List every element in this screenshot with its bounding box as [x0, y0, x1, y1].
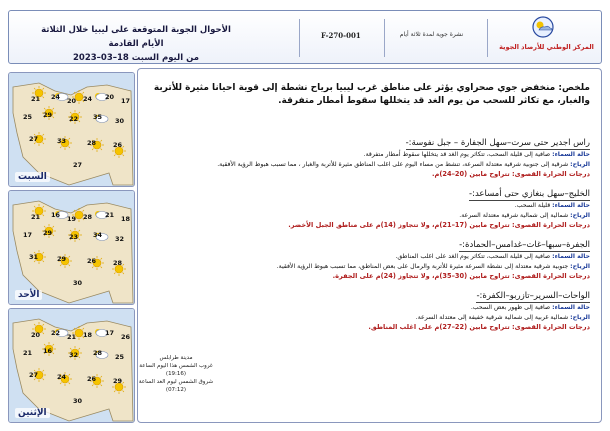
- wind-line: [150, 313, 590, 323]
- map-temperature: 21: [105, 211, 115, 219]
- wind-text: شمالية غربية إلى شمالية شرقية خفيفة إلى معتدلة السرعة.: [415, 313, 569, 321]
- wind-text: جنوبية شرقية معتدلة إلى نشطة السرعة مثيرة للأتربة والرمال على بعض المناطق، مما تسبب هبوط الرؤية الأفقية.: [276, 262, 569, 270]
- sky-label: حالة السماء:: [552, 304, 590, 311]
- map-temperature: 16: [43, 347, 53, 355]
- map-temperature: 19: [67, 215, 77, 223]
- sky-text: صافية إلى قليلة السحب، تتكاثر يوم الغد على اغلب المناطق.: [395, 253, 551, 260]
- wind-label: الرياح:: [570, 313, 590, 321]
- map-temperature: 25: [23, 113, 33, 121]
- wind-line: [150, 160, 590, 170]
- map-temperature: 21: [23, 349, 33, 357]
- map-temperature: 32: [69, 351, 79, 359]
- header-divider: [299, 19, 300, 57]
- map-temperature: 28: [93, 349, 103, 357]
- map-temperature: 21: [31, 213, 41, 221]
- sky-line: [150, 303, 590, 313]
- temp-line: [150, 271, 590, 281]
- map-temperature: 21: [31, 95, 41, 103]
- map-temperature: 26: [87, 375, 97, 383]
- libya-map-icon: [9, 191, 135, 305]
- temp-label: درجات الحرارة القصوى:: [512, 221, 590, 229]
- sunrise-time: شروق الشمس ليوم الغد الساعة (07:12): [138, 379, 214, 393]
- map-temperature: 26: [113, 141, 123, 149]
- wind-text: شرقية إلى جنوبية شرقية معتدلة السرعة، تنشط من مساء اليوم على اغلب المناطق مثيرة للأتربة والغبار ، مما تسبب هبوط الرؤية الأفقية.: [217, 160, 569, 168]
- sky-text: صافية إلى قليلة السحب، تتكاثر يوم الغد قد يتخللها سقوط أمطار متفرقة.: [363, 151, 551, 158]
- bulletin-title: [31, 23, 241, 65]
- temp-label: درجات الحرارة القصوى:: [512, 323, 590, 331]
- map-temperature: 27: [29, 135, 39, 143]
- map-temperature: 24: [83, 95, 93, 103]
- map-temperature: 16: [51, 211, 61, 219]
- temp-label: درجات الحرارة القصوى:: [512, 272, 590, 280]
- title-line-1: الأحوال الجوية المتوقعة على ليبيا خلال الثلاثة الأيام القادمة: [41, 25, 231, 49]
- map-day-label: السبت: [15, 172, 50, 182]
- forecast-map: [8, 190, 135, 305]
- temp-text: تتراوح مابين (22–27)م على اغلب المناطق.: [368, 323, 510, 331]
- map-temperature: 17: [121, 97, 131, 105]
- temp-text: تتراوح مابين (17–21)م، ولا تتجاوز (14)م على مناطق الجبل الأخضر.: [288, 221, 510, 229]
- map-temperature: 24: [51, 93, 61, 101]
- sky-label: حالة السماء:: [552, 202, 590, 209]
- map-temperature: 29: [57, 255, 67, 263]
- temp-text: تتراوح مابين (20–24)م.: [432, 170, 510, 178]
- temp-line: [150, 220, 590, 230]
- region-block: [150, 232, 590, 281]
- wind-text: شمالية إلى شمالية شرقية معتدلة السرعة.: [459, 211, 569, 219]
- map-temperature: 18: [83, 331, 93, 339]
- temp-label: درجات الحرارة القصوى:: [512, 170, 590, 178]
- map-temperature: 35: [93, 113, 103, 121]
- map-temperature: 26: [87, 257, 97, 265]
- wind-label: الرياح:: [570, 262, 590, 270]
- region-name: الجفرة–سبها–غات–غدامس–الحمادة:-: [459, 240, 590, 250]
- map-day-label: الإثنين: [15, 408, 50, 418]
- map-temperature: 27: [73, 161, 83, 169]
- meteorology-logo-icon: [531, 15, 555, 39]
- map-temperature: 30: [73, 397, 83, 405]
- sky-line: [150, 201, 590, 211]
- map-temperature: 21: [67, 333, 77, 341]
- header-divider: [487, 19, 488, 57]
- sky-line: [150, 252, 590, 262]
- map-temperature: 28: [113, 259, 123, 267]
- sky-line: [150, 150, 590, 160]
- map-temperature: 20: [67, 97, 77, 105]
- region-name: الواحات–السرير–تازربو–الكفرة:-: [476, 291, 590, 301]
- map-temperature: 20: [31, 331, 41, 339]
- sky-label: حالة السماء:: [552, 253, 590, 260]
- map-temperature: 28: [83, 213, 93, 221]
- map-temperature: 17: [105, 329, 115, 337]
- map-temperature: 29: [113, 377, 123, 385]
- map-temperature: 29: [43, 111, 53, 119]
- sky-text: قليلة السحب.: [514, 202, 551, 209]
- map-temperature: 25: [115, 353, 125, 361]
- title-line-2: من اليوم السبت 18–03–2023: [72, 53, 199, 63]
- libya-map-icon: [9, 73, 135, 187]
- region-block: [150, 283, 590, 332]
- forecast-summary: ملخص: منخفض جوي صحراوي يؤثر على مناطق غرب ليبيا برياح نشطة إلى قوية احيانا مثيرة للأتربة والغبار، مع تكاثر للسحب من يوم الغد قد يتخللها سقوط أمطار متفرقة.: [153, 83, 590, 106]
- map-temperature: 17: [23, 231, 33, 239]
- map-temperature: 18: [121, 215, 131, 223]
- sun-city: مدينة طرابلس: [159, 355, 193, 361]
- center-name: المركز الوطني للأرصاد الجوية: [499, 43, 594, 51]
- header-divider: [384, 19, 385, 57]
- sky-label: حالة السماء:: [552, 151, 590, 158]
- bulletin-type: نشرة جوية لمدة ثلاثة أيام: [399, 31, 464, 38]
- sky-text: صافية إلى ظهور بعض السحب.: [470, 304, 551, 311]
- region-block: [150, 130, 590, 179]
- map-temperature: 34: [93, 231, 103, 239]
- wind-line: [150, 211, 590, 221]
- map-temperature: 24: [57, 373, 67, 381]
- temp-line: [150, 169, 590, 179]
- map-temperature: 22: [51, 329, 61, 337]
- wind-line: [150, 262, 590, 272]
- bulletin-header: [8, 10, 602, 64]
- map-temperature: 20: [105, 93, 115, 101]
- regions-list: [150, 130, 590, 332]
- region-name: الخليج–سهل بنغازي حتى أمساعد:-: [469, 189, 590, 199]
- map-temperature: 30: [115, 117, 125, 125]
- map-temperature: 32: [115, 235, 125, 243]
- map-temperature: 29: [43, 229, 53, 237]
- map-temperature: 27: [29, 371, 39, 379]
- map-temperature: 31: [29, 253, 39, 261]
- map-temperature: 33: [57, 137, 67, 145]
- wind-label: الرياح:: [570, 211, 590, 219]
- map-temperature: 23: [69, 233, 79, 241]
- wind-label: الرياح:: [570, 160, 590, 168]
- map-temperature: 30: [73, 279, 83, 287]
- region-block: [150, 181, 590, 230]
- sunset-time: غروب الشمس هذا اليوم الساعة (19:16): [139, 363, 213, 377]
- region-name: راس اجدير حتى سرت–سهل الجفارة – جبل نفوسة:-: [405, 138, 590, 148]
- map-day-label: الأحد: [15, 290, 42, 300]
- map-temperature: 28: [87, 139, 97, 147]
- sun-times: [136, 354, 216, 394]
- libya-map-icon: [9, 309, 135, 423]
- forecast-map: [8, 72, 135, 187]
- temp-text: تتراوح مابين (30–35)م، ولا تتجاوز (24)م على الجفرة.: [332, 272, 510, 280]
- map-temperature: 22: [69, 115, 79, 123]
- temp-line: [150, 322, 590, 332]
- map-temperature: 26: [121, 333, 131, 341]
- forecast-map: [8, 308, 135, 423]
- bulletin-code: F-270-001: [321, 31, 361, 40]
